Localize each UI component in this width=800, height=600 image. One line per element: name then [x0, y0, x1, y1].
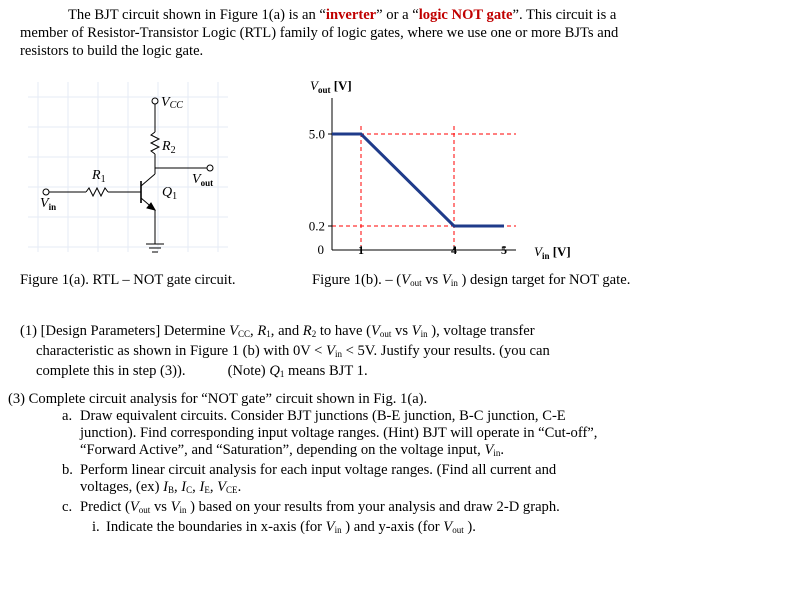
caption-text: ) design target for NOT gate.: [457, 272, 631, 288]
r1-label: $R_1$: [92, 168, 106, 185]
q3-item-c: c. Predict ($V_{out}$ vs $V_{in}$ ) based on your results from your analysis and draw 2-D graph.: [62, 499, 560, 515]
intro-text: The BJT circuit shown in Figure 1(a) is an “: [68, 7, 326, 23]
caption-vin: V: [441, 272, 451, 288]
vin-label: $V_{in}$: [40, 196, 57, 212]
chart-guides: [332, 126, 516, 250]
vout-terminal: [207, 165, 213, 171]
intro-text: ” or a “: [376, 7, 419, 23]
vcc-terminal: [152, 98, 158, 104]
x-axis-label: $V_{in}$ [V]: [534, 244, 571, 261]
question-1: [20, 323, 590, 383]
vin-terminal: [43, 189, 49, 195]
caption-text: vs: [421, 272, 442, 288]
caption-text: Figure 1(b). – (: [312, 272, 402, 288]
chart-ticks: [328, 134, 504, 250]
intro-text: resistors to build the logic gate.: [20, 43, 204, 59]
x-tick-label: 1: [358, 243, 364, 257]
vout-series-line: [332, 134, 504, 226]
x-tick-label: 4: [451, 243, 457, 257]
caption-sub: out: [410, 278, 422, 288]
q1-label: $Q_1$: [162, 185, 178, 202]
q1-line-1: (1) [Design Parameters] Determine VCC, $R_1$, and $R_2$ to have ($V_{out}$ vs $V_{in}$ ), voltage transfer: [20, 323, 535, 339]
inverter-term: inverter: [325, 7, 377, 23]
intro-paragraph: [20, 6, 640, 60]
chart-labels: [309, 127, 507, 258]
q3-item-c-i: i. Indicate the boundaries in x-axis (for $V_{in}$ ) and y-axis (for $V_{out}$ ).: [92, 519, 476, 535]
list-marker: a.: [62, 408, 73, 424]
intro-text: ”. This circuit is a: [512, 7, 617, 23]
question-3: [8, 391, 638, 539]
caption-vout: V: [401, 272, 411, 288]
circuit-grid: [28, 82, 228, 252]
y-tick-label: 0: [317, 242, 324, 257]
q3-title: (3) Complete circuit analysis for “NOT gate” circuit shown in Fig. 1(a).: [8, 391, 428, 407]
vout-label: $V_{out}$: [192, 172, 214, 188]
list-marker: c.: [62, 499, 73, 515]
y-axis-label: $V_{out}$ [V]: [310, 78, 352, 95]
caption-sub: in: [450, 278, 458, 288]
vcc-label: VCC: [161, 95, 183, 111]
figure-1b-caption: [312, 272, 630, 289]
list-marker: b.: [62, 462, 73, 478]
not-gate-term: logic NOT gate: [418, 7, 513, 23]
q1-line-3: complete this in step (3)). (Note) $Q_1$ means BJT 1.: [36, 363, 368, 379]
q1-collector: [141, 174, 155, 186]
q1-line-2: characteristic as shown in Figure 1 (b) with $0V < V_{in} < 5V$. Justify your results. (you can: [36, 343, 550, 359]
r1-resistor: [86, 188, 108, 196]
q3-item-a: a. Draw equivalent circuits. Consider BJT junctions (B-E junction, B-C junction, C-E junction). Find corresponding input voltage ranges. (Hint) BJT will operate in “Cut-off”, “Forward Active”, and “Saturation”, depending on the voltage input, $V_{in}$.: [62, 408, 598, 458]
rtl-not-gate-circuit: [28, 82, 228, 262]
intro-text: member of Resistor-Transistor Logic (RTL) family of logic gates, where we use one or more BJTs and: [20, 25, 619, 41]
figure-1a-caption: Figure 1(a). RTL – NOT gate circuit.: [20, 272, 236, 288]
list-marker: i.: [92, 519, 100, 535]
transfer-characteristic-chart: [290, 76, 590, 266]
r2-label: $R_2$: [162, 139, 176, 156]
x-tick-label: 5: [501, 243, 507, 257]
y-tick-label: 5.0: [308, 126, 325, 142]
q3-item-b: b. Perform linear circuit analysis for each input voltage ranges. (Find all current and voltages, (ex) IB, IC, IE, VCE.: [62, 462, 557, 495]
y-tick-label: 0.2: [308, 218, 325, 234]
